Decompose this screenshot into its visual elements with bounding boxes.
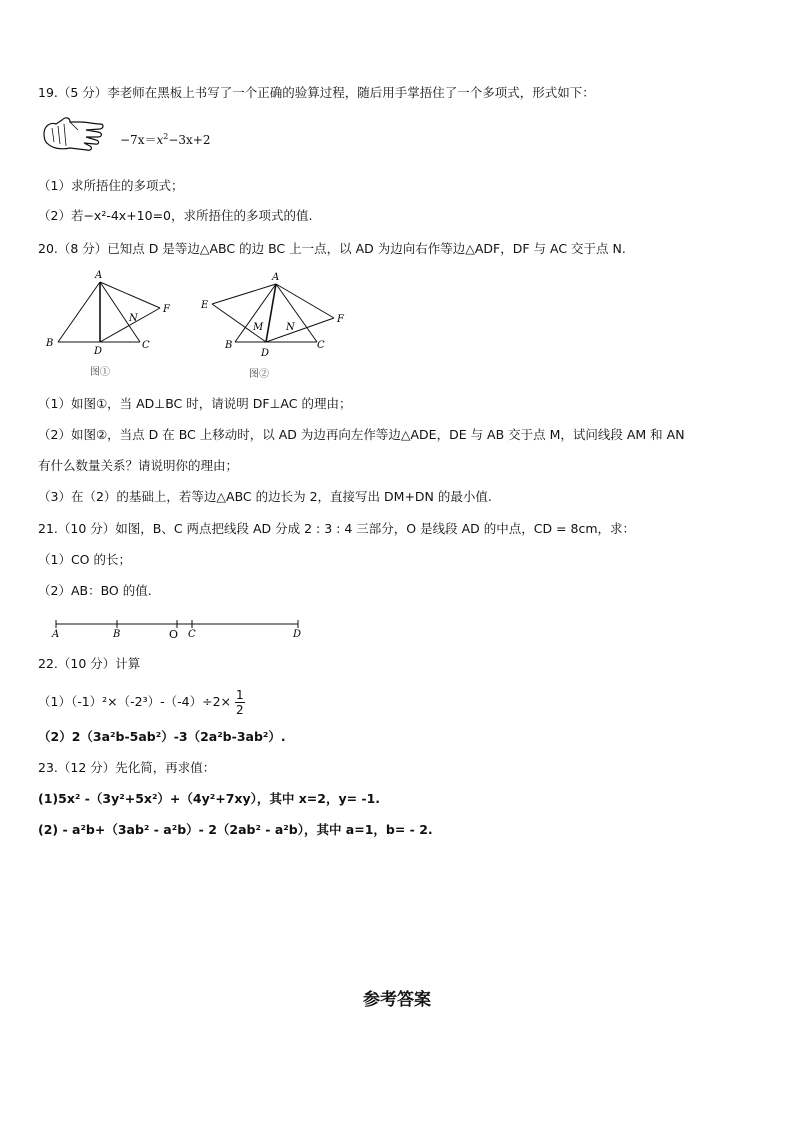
- q19-sub1: （1）求所捂住的多项式；: [38, 178, 184, 193]
- fig2-label-b: B: [225, 340, 233, 351]
- fig2-label-a: A: [272, 272, 280, 283]
- fig1-label-n: N: [129, 313, 138, 324]
- q21-sub1: （1）CO 的长；: [38, 552, 131, 567]
- q23-sub2: (2) - a²b+（3ab² - a²b）- 2（2ab² - a²b），其中 a=1，b= - 2.: [38, 822, 433, 837]
- q21-stem: 21.（10 分）如图，B、C 两点把线段 AD 分成 2 : 3 : 4 三部分，O 是线段 AD 的中点，CD = 8cm，求：: [38, 521, 635, 536]
- fig1-label-b: B: [46, 338, 54, 349]
- q22-stem: 22.（10 分）计算: [38, 656, 141, 671]
- q23-sub1: (1)5x² -（3y²+5x²）+（4y²+7xy），其中 x=2，y= -1.: [38, 791, 381, 806]
- fig2-label-d: D: [261, 348, 270, 359]
- answer-title: 参考答案: [363, 990, 431, 1010]
- q20-sub3: （3）在（2）的基础上，若等边△ABC 的边长为 2，直接写出 DM+DN 的最小值.: [38, 489, 492, 504]
- hand-icon: [40, 112, 106, 156]
- q19-formula: [120, 131, 211, 149]
- fig2-label-e: E: [201, 300, 209, 311]
- seg-label-d: D: [293, 629, 302, 640]
- q21-sub2: （2）AB：BO 的值.: [38, 583, 152, 598]
- fig1-label-c: C: [142, 340, 150, 351]
- formula-exponent: 2: [163, 132, 169, 141]
- q22-sub2: （2）2（3a²b-5ab²）-3（2a²b-3ab²）.: [38, 729, 286, 744]
- q20-sub2a: （2）如图②，当点 D 在 BC 上移动时，以 AD 为边再向左作等边△ADE，DE 与 AB 交于点 M，试问线段 AM 和 AN: [38, 427, 685, 442]
- formula-x: x: [156, 133, 164, 147]
- fig1-label-a: A: [95, 270, 103, 281]
- q19-sub2: （2）若−x²-4x+10=0，求所捂住的多项式的值.: [38, 208, 313, 223]
- seg-label-b: B: [113, 629, 121, 640]
- q22-sub1-text: （1）（-1）²×（-2³）-（-4）÷2×: [38, 694, 231, 709]
- seg-label-o: O: [169, 628, 179, 641]
- q22-sub1: [38, 688, 245, 717]
- q19-stem: 19.（5 分）李老师在黑板上书写了一个正确的验算过程，随后用手掌捂住了一个多项式，形式如下：: [38, 85, 595, 100]
- fig2-label-c: C: [317, 340, 325, 351]
- q20-sub1: （1）如图①，当 AD⊥BC 时，请说明 DF⊥AC 的理由；: [38, 396, 352, 411]
- seg-label-c: C: [188, 629, 196, 640]
- fraction-numerator: 1: [235, 688, 244, 702]
- fig2-label-f: F: [337, 314, 344, 325]
- fig1-label-d: D: [94, 346, 103, 357]
- seg-label-a: A: [52, 629, 60, 640]
- fraction: [235, 688, 245, 717]
- q23-stem: 23.（12 分）先化简，再求值：: [38, 760, 216, 775]
- formula-lhs: −7x＝: [120, 133, 157, 147]
- formula-rest: −3x+2: [168, 133, 211, 147]
- fraction-denominator: 2: [235, 703, 244, 717]
- segment-figure: [48, 612, 313, 642]
- fig2-label-n: N: [286, 322, 295, 333]
- fig2-caption: 图②: [249, 369, 269, 380]
- figure-2: [195, 266, 365, 381]
- fig1-label-f: F: [163, 304, 170, 315]
- figure-1: [40, 266, 190, 381]
- fig1-caption: 图①: [90, 367, 110, 378]
- fig2-label-m: M: [253, 322, 264, 333]
- q20-sub2b: 有什么数量关系？请说明你的理由；: [38, 458, 239, 473]
- q20-stem: 20.（8 分）已知点 D 是等边△ABC 的边 BC 上一点，以 AD 为边向右作等边△ADF，DF 与 AC 交于点 N.: [38, 241, 626, 256]
